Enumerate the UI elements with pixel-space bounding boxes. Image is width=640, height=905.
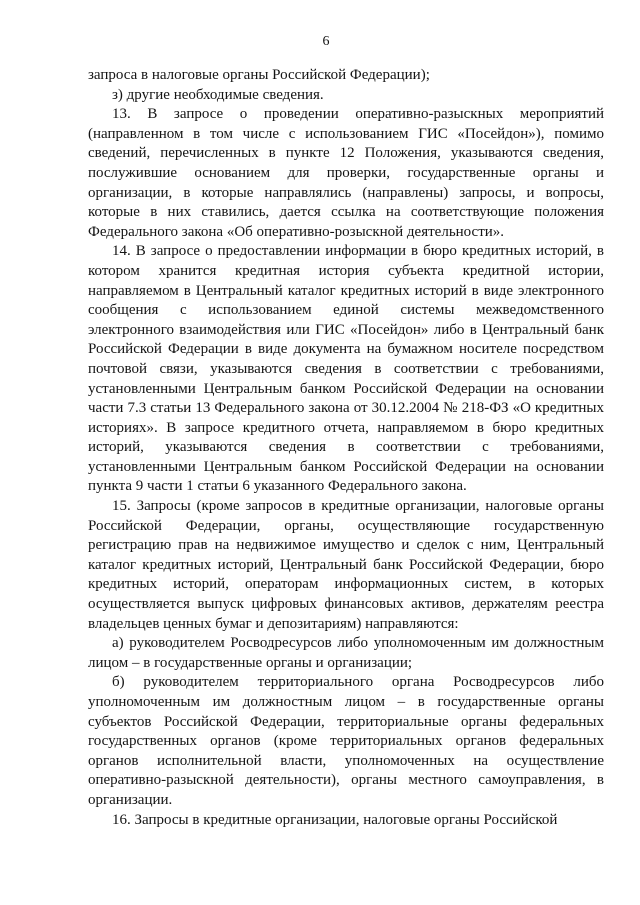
paragraph: з) другие необходимые сведения. (112, 86, 324, 103)
paragraph: 14. В запросе о предоставлении информации в бюро кредитных историй, в котором хранится кредитная история субъекта кредитной истории, направляемом в Центральный каталог кредитных историй в виде электронного сообщения с использованием единой системы межведомственного электронного взаимодействия или ГИС «Посейдон» либо в Центральный банк Российской Федерации в виде документа на бумажном носителе посредством почтовой связи, указываются сведения в соответствии с требованиями, установленными Центральным банком Российской Федерации на основании части 7.3 статьи 13 Федерального закона от 30.12.2004 № 218-ФЗ «О кредитных историях». В запросе кредитного отчета, направляемом в бюро кредитных историй, указываются сведения в соответствии с требованиями, установленными Центральным банком Российской Федерации на основании пункта 9 части 1 статьи 6 указанного Федерального закона. (88, 243, 604, 495)
paragraph: 16. Запросы в кредитные организации, налоговые органы Российской (112, 811, 558, 828)
paragraph: б) руководителем территориального органа Росводресурсов либо уполномоченным им должностным лицом – в государственные органы субъектов Российской Федерации, территориальные органы федеральных государственных органов (кроме территориальных органов федеральных органов исполнительной власти, уполномоченных на осуществление оперативно-разыскной деятельности), органы местного самоуправления, в организации. (88, 674, 604, 808)
paragraph: 13. В запросе о проведении оперативно-разыскных мероприятий (направленном в том числе с использованием ГИС «Посейдон»), помимо сведений, перечисленных в пункте 12 Положения, указываются сведения, послужившие основанием для проверки, государственные органы и организации, в которые направлялись (направлены) запросы, и вопросы, которые в них ставились, дается ссылка на соответствующие положения Федерального закона «Об оперативно-розыскной деятельности». (88, 106, 604, 240)
document-body (88, 66, 604, 830)
page-number: 6 (322, 34, 330, 49)
paragraph: запроса в налоговые органы Российской Федерации); (88, 67, 430, 83)
paragraph: а) руководителем Росводресурсов либо уполномоченным им должностным лицом – в государственные органы и организации; (88, 635, 604, 671)
paragraph: 15. Запросы (кроме запросов в кредитные организации, налоговые органы Российской Федерации, органы, осуществляющие государственную регистрацию прав на недвижимое имущество и сделок с ним, Центральный каталог кредитных историй, Центральный банк Российской Федерации, бюро кредитных историй, операторам информационных систем, в которых осуществляется выпуск цифровых финансовых активов, держателям реестра владельцев ценных бумаг и депозитариям) направляются: (88, 498, 604, 632)
